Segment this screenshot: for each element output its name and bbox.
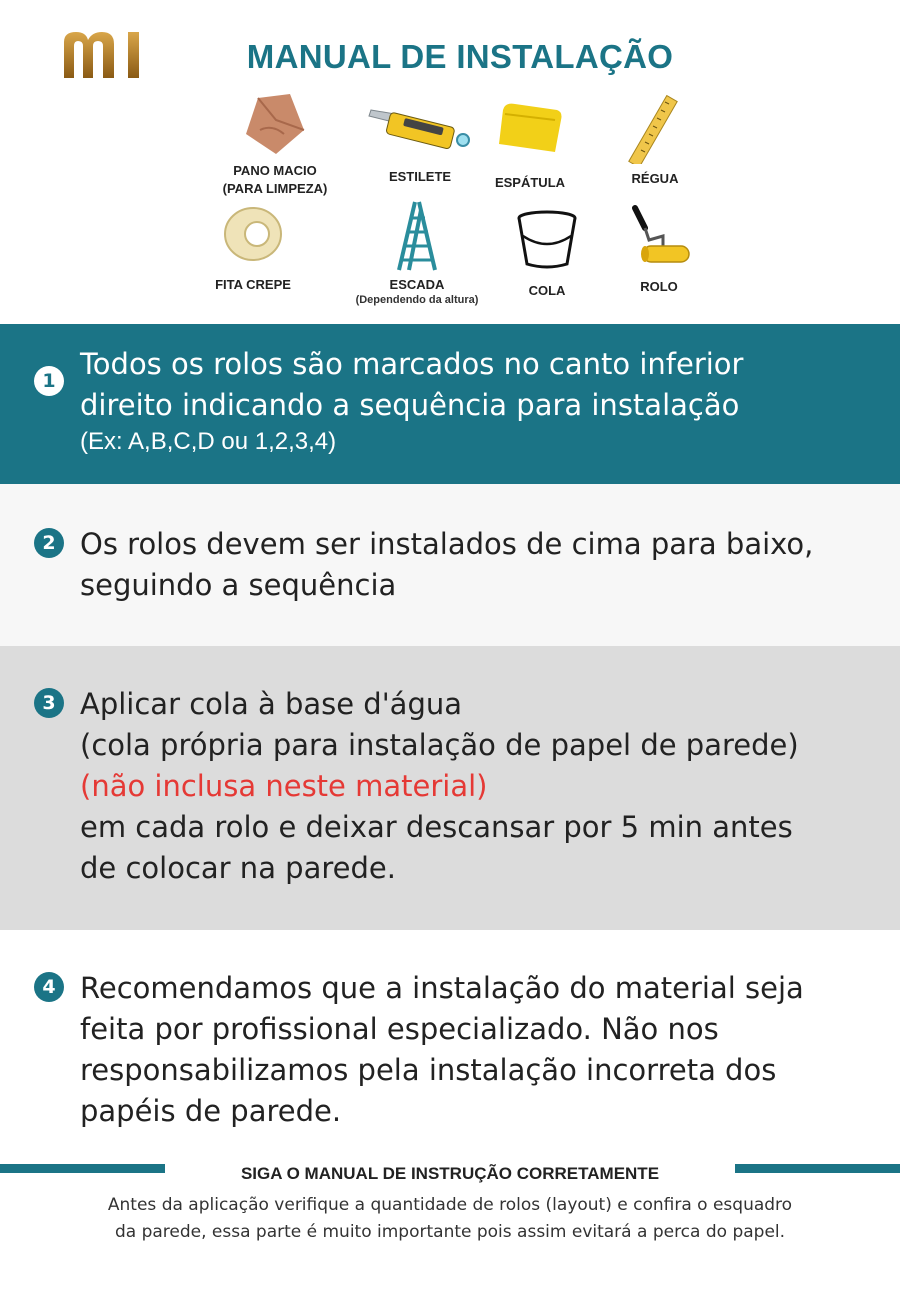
- step-line: Recomendamos que a instalação do material seja: [80, 971, 804, 1005]
- step-line: Os rolos devem ser instalados de cima para baixo,: [80, 527, 814, 561]
- ruler-icon: [625, 92, 685, 164]
- step-3-section: [0, 646, 900, 930]
- step-line: seguindo a sequência: [80, 568, 397, 602]
- footer-line: Antes da aplicação verifique a quantidade de rolos (layout) e confira o esquadro: [107, 1195, 793, 1215]
- step-warning: (não inclusa neste material): [80, 769, 488, 803]
- step-line: Aplicar cola à base d'água: [80, 687, 462, 721]
- tool-label: ESPÁTULA: [494, 175, 566, 190]
- tool-label: PANO MACIO: [233, 163, 317, 178]
- step-2-text: [80, 524, 870, 606]
- bucket-icon: [515, 208, 579, 270]
- step-line: de colocar na parede.: [80, 851, 396, 885]
- step-1-section: [0, 324, 900, 484]
- ladder-icon: [387, 200, 447, 272]
- tool-cloth: [200, 90, 350, 198]
- step-line: papéis de parede.: [80, 1094, 342, 1128]
- tape-icon: [221, 206, 285, 262]
- spatula-icon: [495, 100, 565, 160]
- tool-ruler: [580, 92, 730, 188]
- tool-label: COLA: [528, 283, 566, 298]
- tools-grid: [190, 90, 720, 320]
- step-3-text: [80, 684, 870, 889]
- tool-sublabel: (PARA LIMPEZA): [222, 181, 328, 196]
- footer-text: [40, 1192, 860, 1246]
- step-number-badge: 4: [34, 972, 64, 1002]
- step-4-text: [80, 968, 870, 1132]
- cloth-icon: [240, 90, 310, 158]
- brand-logo: [60, 28, 150, 80]
- footer-title: SIGA O MANUAL DE INSTRUÇÃO CORRETAMENTE: [240, 1164, 660, 1183]
- step-number-badge: 2: [34, 528, 64, 558]
- step-line: direito indicando a sequência para instalação: [80, 388, 740, 422]
- step-line: Todos os rolos são marcados no canto inferior: [80, 347, 744, 381]
- step-2-section: [0, 484, 900, 646]
- step-line: em cada rolo e deixar descansar por 5 min antes: [80, 810, 793, 844]
- tool-label: ROLO: [640, 279, 678, 294]
- tool-label: ESTILETE: [388, 169, 452, 184]
- tool-sublabel: (Dependendo da altura): [355, 294, 479, 306]
- tool-ladder: [342, 200, 492, 306]
- step-line: feita por profissional especializado. Não nos: [80, 1012, 719, 1046]
- paint-roller-icon: [623, 204, 695, 270]
- step-number-badge: 3: [34, 688, 64, 718]
- tool-paint-roller: [584, 204, 734, 296]
- page-title: MANUAL DE INSTALAÇÃO: [246, 38, 674, 75]
- tool-label: FITA CREPE: [215, 277, 291, 292]
- footer-divider-left: [0, 1164, 165, 1173]
- step-number-badge: 1: [34, 366, 64, 396]
- step-line: (cola própria para instalação de papel de parede): [80, 728, 799, 762]
- footer-divider-right: [735, 1164, 900, 1173]
- step-line: responsabilizamos pela instalação incorreta dos: [80, 1053, 777, 1087]
- step-note: (Ex: A,B,C,D ou 1,2,3,4): [80, 428, 337, 455]
- footer-line: da parede, essa parte é muito importante pois assim evitará a perca do papel.: [114, 1222, 786, 1242]
- tool-label: ESCADA: [389, 277, 445, 292]
- step-1-text: [80, 344, 870, 458]
- step-4-section: [0, 930, 900, 1150]
- tool-label: RÉGUA: [631, 171, 679, 186]
- tool-tape: [178, 206, 328, 294]
